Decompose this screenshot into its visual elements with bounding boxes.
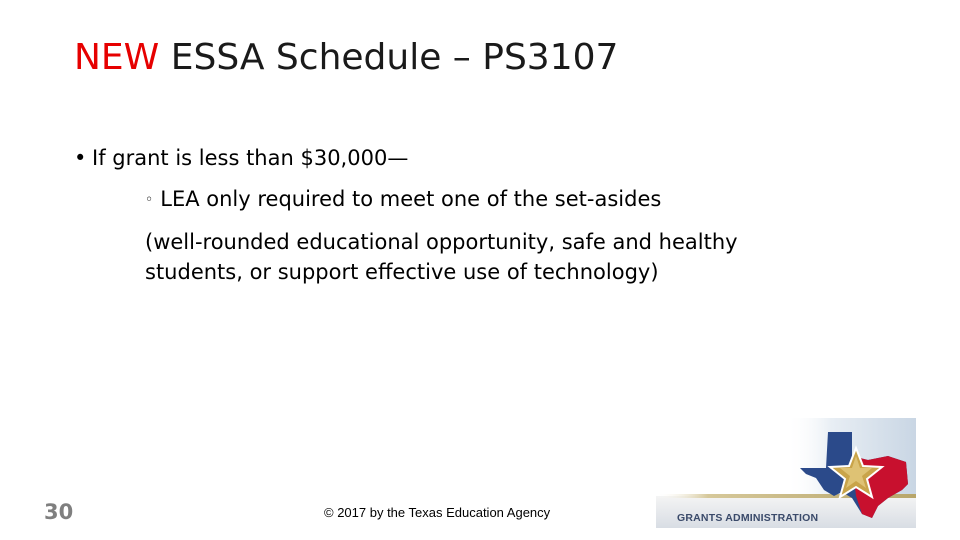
bullet-marker: •: [74, 146, 87, 170]
bullet-text: If grant is less than $30,000—: [92, 146, 409, 170]
sub-bullet-marker: ◦: [145, 192, 154, 208]
logo-label: GRANTS ADMINISTRATION: [677, 512, 819, 524]
page-number: 30: [44, 500, 74, 524]
sub-bullet-continuation: (well-rounded educational opportunity, safe and healthy students, or support effective use of technology): [145, 230, 738, 284]
sub-bullet-text: LEA only required to meet one of the set-asides: [160, 187, 662, 211]
bullet-item: [74, 143, 814, 173]
slide-title: [74, 32, 618, 84]
bullet-list: [74, 143, 814, 287]
copyright-footer: © 2017 by the Texas Education Agency: [324, 505, 551, 520]
title-text: ESSA Schedule – PS3107: [170, 37, 619, 78]
title-accent: NEW: [74, 37, 160, 78]
sub-bullet-first-line: [145, 184, 814, 217]
sub-bullet-item: [145, 184, 814, 287]
